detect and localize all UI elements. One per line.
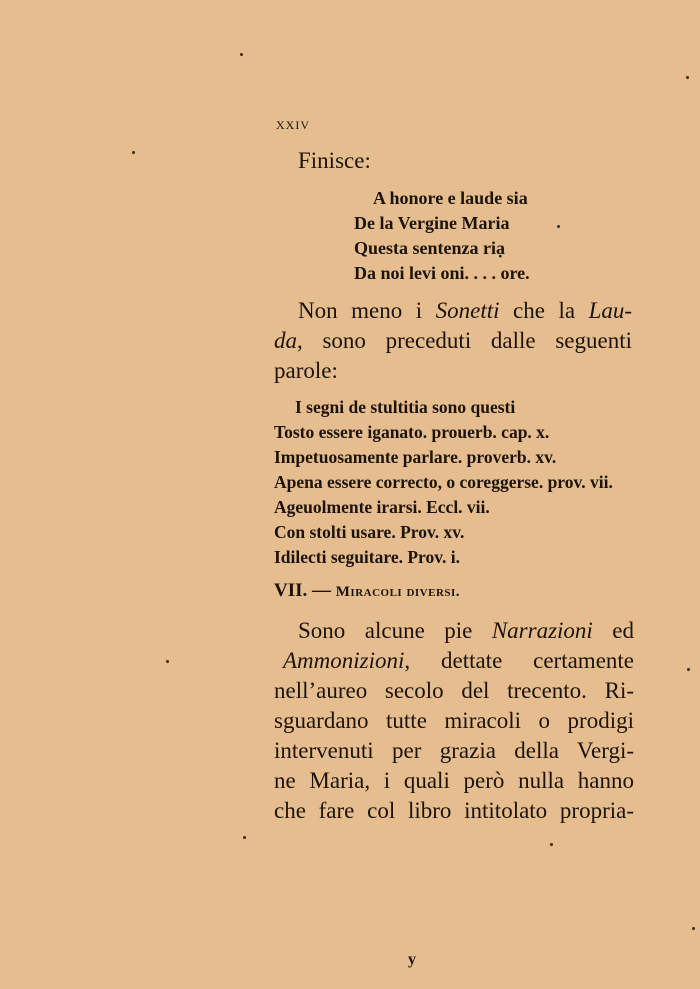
paragraph-line — [283, 648, 634, 674]
paper-speck — [243, 836, 246, 839]
italic-run: Lau- — [588, 298, 633, 323]
paper-speck — [166, 660, 169, 663]
paragraph-line — [298, 298, 632, 324]
page-number: xxiv — [276, 114, 310, 133]
verse-line: Questa sentenza riạ — [354, 238, 505, 258]
paper-speck — [687, 668, 690, 671]
verse-line: Da noi levi oni. . . . ore. — [354, 263, 530, 283]
text-run: che la — [499, 298, 589, 323]
italic-run: Ammonizioni — [283, 648, 405, 673]
list-item: Impetuosamente parlare. proverb. xv. — [274, 447, 557, 467]
paper-speck — [550, 843, 553, 846]
paragraph-line: nell’aureo secolo del trecento. Ri- — [274, 678, 634, 703]
paper-speck — [557, 225, 560, 228]
list-item: Tosto essere iganato. prouerb. cap. x. — [274, 422, 550, 442]
list-item: Ageuolmente irarsi. Eccl. vii. — [274, 497, 490, 517]
italic-run: da — [274, 328, 297, 353]
paragraph-line — [298, 618, 634, 644]
paper-speck — [692, 927, 695, 930]
section-name: Miracoli diversi. — [335, 584, 461, 600]
paragraph-line: ne Maria, i quali però nulla hanno — [274, 768, 634, 793]
section-title — [274, 580, 460, 602]
text-run: , sono preceduti dalle seguenti — [297, 328, 632, 353]
text-run: Sono alcune pie — [298, 618, 492, 643]
paragraph-line: sguardano tutte miracoli o prodigi — [274, 708, 634, 733]
section-number: VII. — — [274, 580, 336, 601]
paragraph-line: che fare col libro intitolato propria- — [274, 798, 634, 823]
list-item: Apena essere correcto, o coreggerse. prov. vii. — [274, 472, 613, 492]
paragraph-line — [274, 328, 632, 354]
paper-speck — [240, 53, 243, 56]
list-item: Idilecti seguitare. Prov. i. — [274, 547, 460, 567]
italic-run: Sonetti — [435, 298, 500, 323]
heading-finisce: Finisce: — [298, 148, 371, 173]
text-run: ed — [592, 618, 634, 643]
paper-speck — [132, 151, 135, 154]
signature-mark: y — [408, 951, 416, 968]
text-run: , dettate certamente — [404, 648, 634, 673]
text-run: Non meno i — [298, 298, 436, 323]
list-item: I segni de stultitia sono questi — [295, 397, 516, 417]
italic-run: Narrazioni — [491, 618, 593, 643]
paragraph-line: intervenuti per grazia della Vergi- — [274, 738, 634, 763]
list-item: Con stolti usare. Prov. xv. — [274, 522, 465, 542]
paragraph-line: parole: — [274, 358, 338, 383]
verse-line: De la Vergine Maria — [354, 213, 510, 233]
verse-line: A honore e laude sia — [373, 188, 528, 208]
paper-speck — [686, 76, 689, 79]
